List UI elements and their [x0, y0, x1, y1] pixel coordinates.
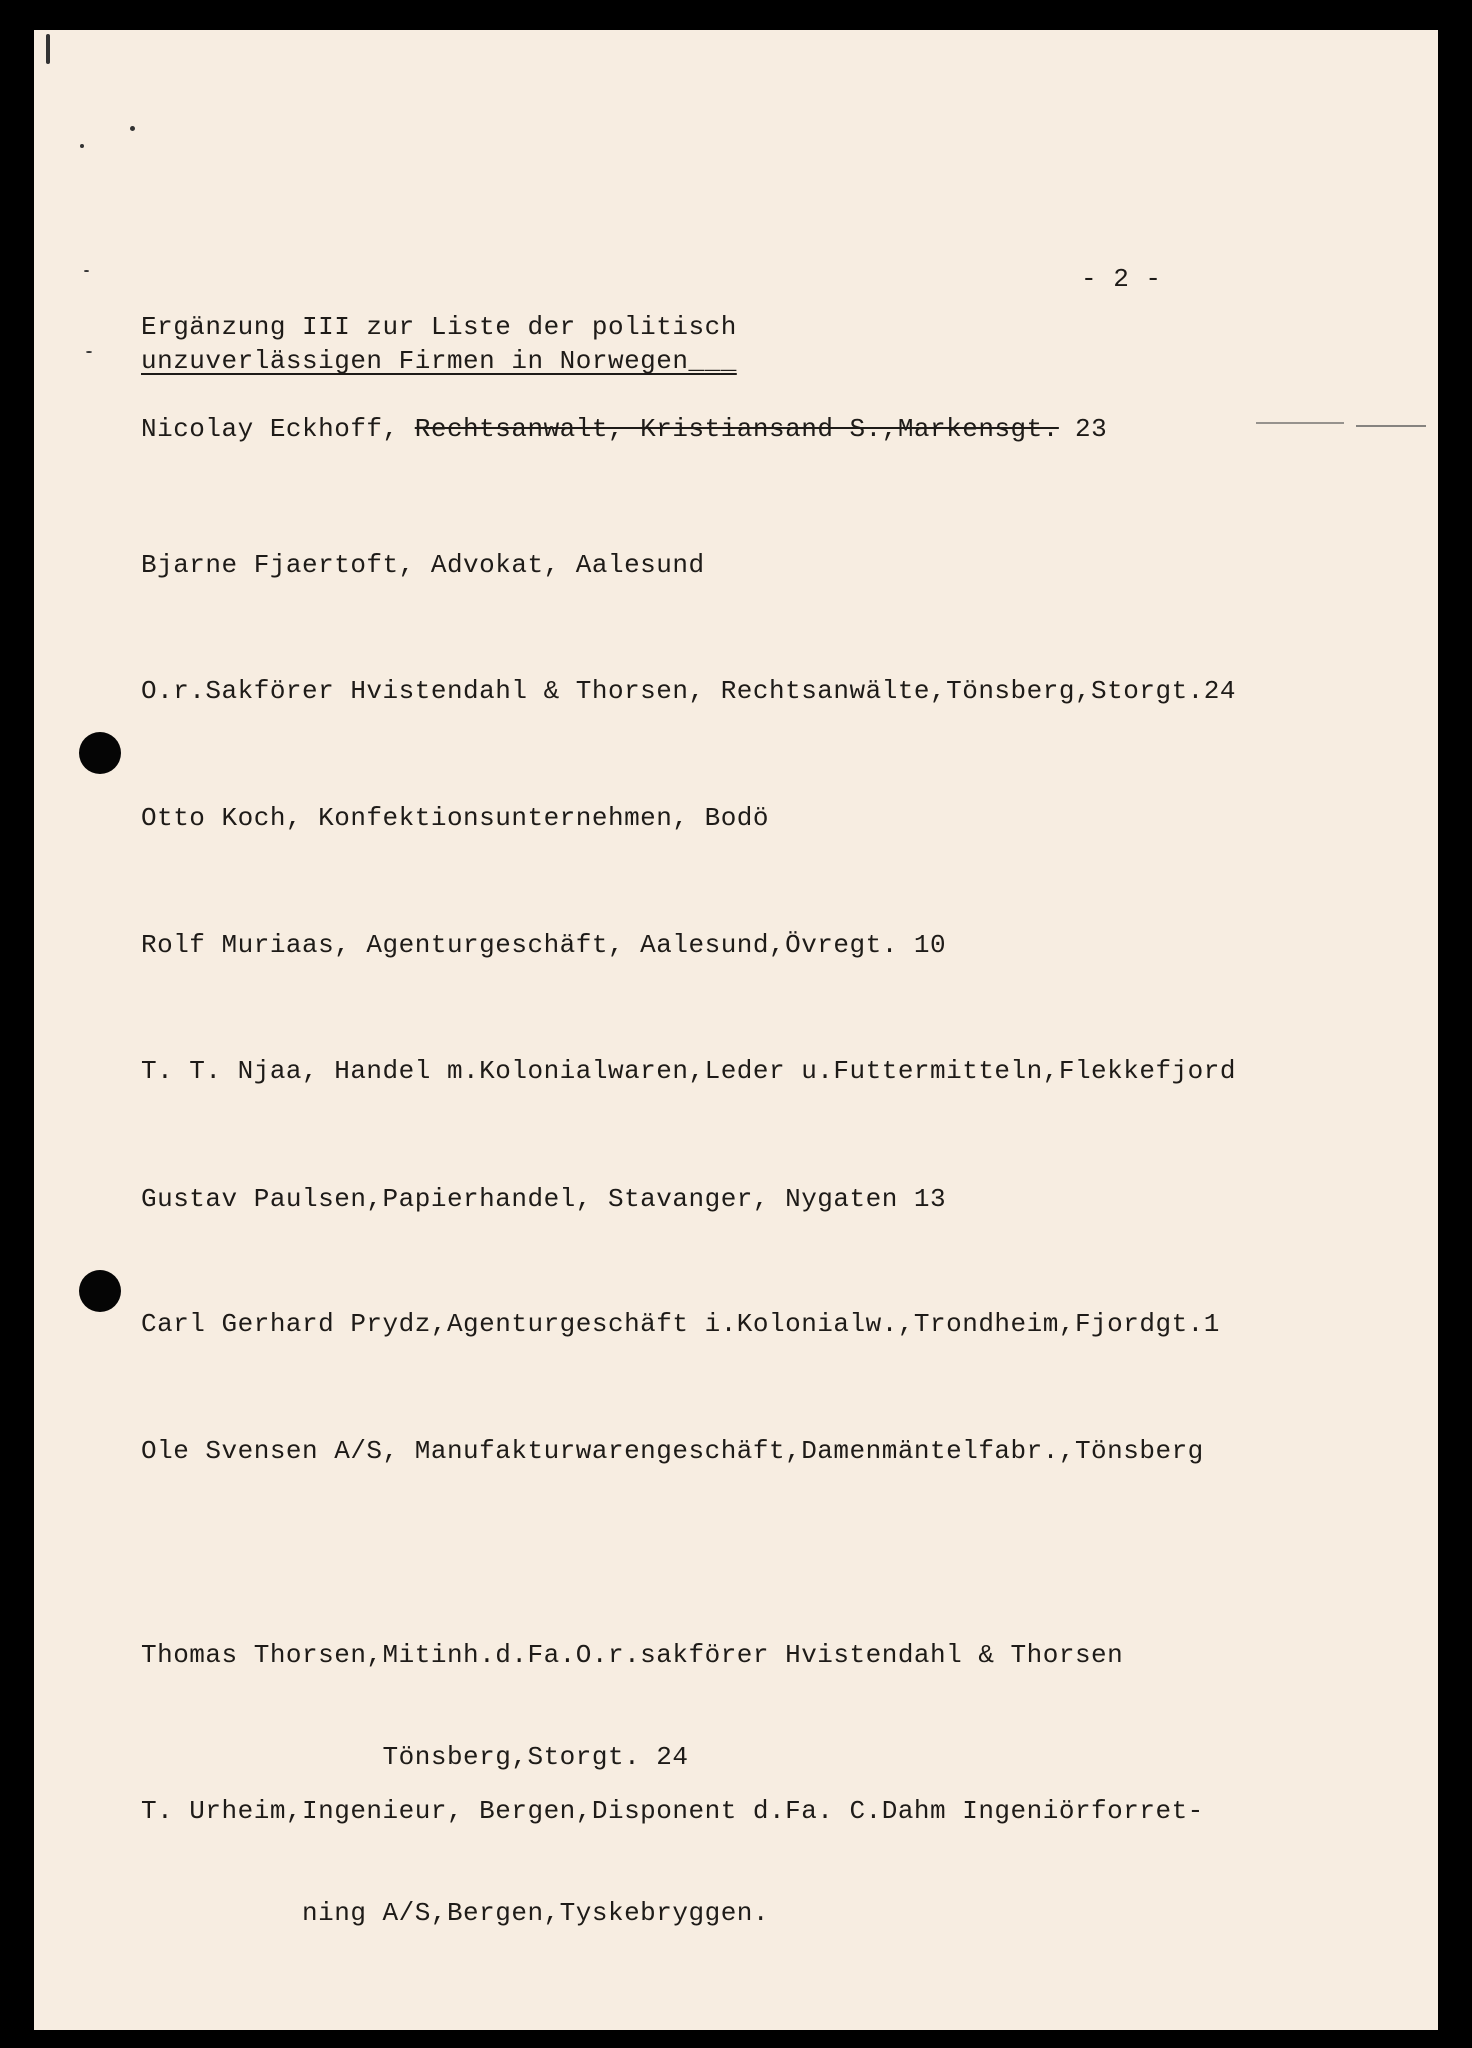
punch-hole [79, 1270, 121, 1312]
entry-name: Nicolay Eckhoff, [141, 414, 415, 444]
document-page [34, 30, 1438, 2030]
list-item: Ole Svensen A/S, Manufakturwarengeschäft,Damenmäntelfabr.,Tönsberg [141, 1436, 1204, 1466]
ink-speck [130, 126, 135, 131]
list-item: Bjarne Fjaertoft, Advokat, Aalesund [141, 550, 705, 580]
list-item: Rolf Muriaas, Agenturgeschäft, Aalesund,Övregt. 10 [141, 930, 947, 960]
document-subtitle: unzuverlässigen Firmen in Norwegen___ [141, 346, 737, 376]
ink-speck [80, 144, 84, 148]
struck-text: Rechtsanwalt, Kristiansand S.,Markensgt. [414, 414, 1059, 444]
list-item [141, 1726, 1204, 1998]
pencil-stroke [1256, 422, 1344, 424]
ink-speck [46, 34, 50, 64]
list-item-line: Thomas Thorsen,Mitinh.d.Fa.O.r.sakförer Hvistendahl & Thorsen [141, 1640, 1124, 1670]
document-title: Ergänzung III zur Liste der politisch [141, 312, 737, 342]
list-item: O.r.Sakförer Hvistendahl & Thorsen, Rechtsanwälte,Tönsberg,Storgt.24 [141, 676, 1236, 706]
ink-speck [86, 351, 92, 353]
list-item-line: T. Urheim,Ingenieur, Bergen,Disponent d.Fa. C.Dahm Ingeniörforret- [141, 1796, 1204, 1826]
pencil-stroke [1356, 425, 1426, 427]
list-item [141, 412, 1107, 446]
punch-hole [79, 732, 121, 774]
list-item: T. T. Njaa, Handel m.Kolonialwaren,Leder u.Futtermitteln,Flekkefjord [141, 1056, 1236, 1086]
list-item-line: Tönsberg,Storgt. 24 [141, 1742, 689, 1772]
list-item-line: ning A/S,Bergen,Tyskebryggen. [141, 1898, 769, 1928]
list-item: Gustav Paulsen,Papierhandel, Stavanger, Nygaten 13 [141, 1184, 947, 1214]
page-number: - 2 - [1081, 264, 1162, 294]
entry-tail: 23 [1058, 414, 1108, 444]
ink-speck [84, 270, 89, 272]
list-item: Carl Gerhard Prydz,Agenturgeschäft i.Kolonialw.,Trondheim,Fjordgt.1 [141, 1309, 1220, 1339]
list-item: Otto Koch, Konfektionsunternehmen, Bodö [141, 803, 769, 833]
